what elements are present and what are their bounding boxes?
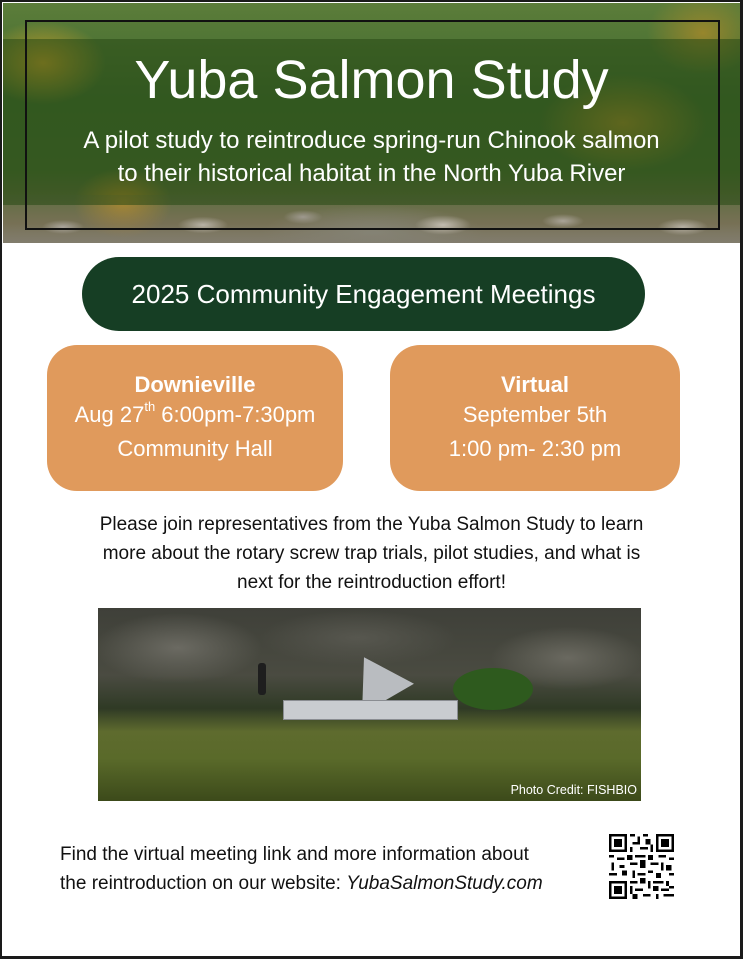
photo-credit: Photo Credit: FISHBIO [510, 783, 637, 797]
qr-code-icon[interactable] [609, 834, 674, 899]
page-title: Yuba Salmon Study [134, 50, 609, 110]
description-paragraph [40, 510, 703, 597]
meeting-time: 1:00 pm- 2:30 pm [448, 436, 622, 461]
footer-line-1: Find the virtual meeting link and more information about [60, 844, 529, 865]
footer-line-2-prefix: the reintroduction on our website: [60, 873, 347, 894]
meeting-datetime [47, 398, 343, 432]
meeting-date: September 5th [462, 402, 608, 427]
subtitle-line-1: A pilot study to reintroduce spring-run Chinook salmon [83, 127, 660, 154]
meeting-card-virtual [390, 345, 680, 491]
website-link[interactable]: YubaSalmonStudy.com [346, 873, 543, 894]
date-suffix: th [144, 399, 156, 414]
meeting-heading: Virtual [500, 372, 570, 397]
meeting-date: Aug 27 [74, 402, 145, 427]
footer-text [60, 840, 620, 898]
person-figure [258, 663, 266, 695]
trap-pontoon [283, 700, 458, 720]
header-banner [3, 3, 740, 243]
subtitle-line-2: to their historical habitat in the North Yuba River [117, 160, 626, 187]
meeting-card-downieville [47, 345, 343, 491]
meeting-heading: Downieville [134, 372, 256, 397]
description-line-2: more about the rotary screw trap trials, pilot studies, and what is [102, 543, 641, 564]
description-line-1: Please join representatives from the Yuba Salmon Study to learn [99, 514, 644, 535]
footer-line-2 [60, 869, 620, 898]
riverside-bush [453, 668, 533, 710]
meetings-heading-pill: 2025 Community Engagement Meetings [82, 257, 645, 331]
meeting-time: 6:00pm-7:30pm [155, 402, 316, 427]
description-line-3: next for the reintroduction effort! [237, 572, 506, 593]
rotary-screw-trap-photo [98, 608, 641, 801]
page-subtitle [3, 124, 740, 190]
meeting-location: Community Hall [117, 436, 273, 461]
